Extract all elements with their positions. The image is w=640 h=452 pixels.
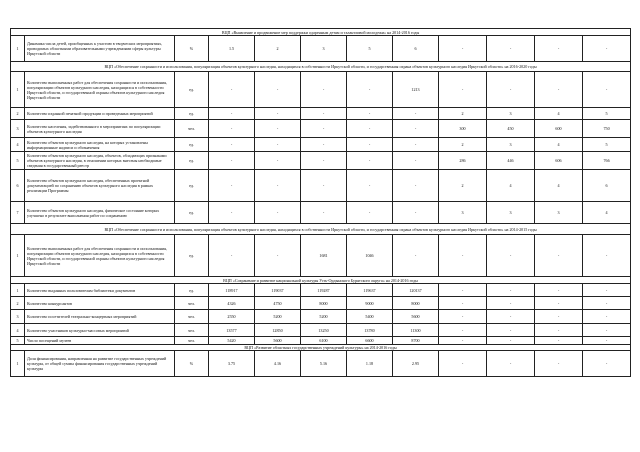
value-cell: 3 <box>487 108 535 120</box>
value-cell: - <box>301 202 347 224</box>
value-cell: 1681 <box>301 235 347 277</box>
value-cell: - <box>347 152 393 170</box>
value-cell: - <box>209 72 255 108</box>
indicator-name: Количество конкурсантов <box>25 297 175 310</box>
unit-cell: ед. <box>175 235 209 277</box>
value-cell: - <box>487 235 535 277</box>
value-cell: 606 <box>535 152 583 170</box>
value-cell: 8700 <box>393 337 439 345</box>
value-cell: - <box>209 108 255 120</box>
value-cell: 1.5 <box>209 36 255 62</box>
value-cell: 600 <box>535 120 583 138</box>
value-cell: - <box>439 324 487 337</box>
table-row <box>11 351 631 377</box>
unit-cell: ед. <box>175 152 209 170</box>
value-cell: 11300 <box>393 324 439 337</box>
unit-cell: ед. <box>175 72 209 108</box>
section-title: ВЦП «Выявление и продвижение мер поддержки одаренным детям и талантливой молодежи» на 2014-2016 годы <box>11 29 631 36</box>
value-cell: 5200 <box>255 310 301 324</box>
section-title: ВЦП «Обеспечение сохранности и использования, популяризация объектов культурного наследия, находящихся в собственности Иркутской области, и государственная охрана объектов культурного наследия Иркутской области» на 2014-2015 годы <box>11 224 631 235</box>
row-number: 1 <box>11 235 25 277</box>
value-cell: - <box>301 138 347 152</box>
value-cell: - <box>487 310 535 324</box>
value-cell: - <box>439 36 487 62</box>
value-cell: - <box>439 284 487 297</box>
value-cell: - <box>487 72 535 108</box>
value-cell: - <box>583 337 631 345</box>
row-number: 4 <box>11 324 25 337</box>
row-number: 5 <box>11 152 25 170</box>
value-cell: 5600 <box>393 310 439 324</box>
value-cell: - <box>439 235 487 277</box>
row-number: 1 <box>11 351 25 377</box>
indicators-table <box>10 28 631 377</box>
value-cell: - <box>583 284 631 297</box>
value-cell: 12850 <box>255 324 301 337</box>
value-cell: - <box>301 152 347 170</box>
value-cell: - <box>347 138 393 152</box>
value-cell: - <box>209 170 255 202</box>
value-cell: 750 <box>583 120 631 138</box>
table-row <box>11 310 631 324</box>
value-cell: 2.95 <box>393 351 439 377</box>
row-number: 3 <box>11 120 25 138</box>
value-cell: 120137 <box>393 284 439 297</box>
value-cell: - <box>535 310 583 324</box>
value-cell: - <box>439 72 487 108</box>
section-title: ВЦП «Сохранение и развитие национальной культуры Усть-Ордынского Бурятского округа» на 2014-2016 годы <box>11 277 631 284</box>
unit-cell: ед. <box>175 138 209 152</box>
indicator-name: Количество посетителей театрально-концертных мероприятий <box>25 310 175 324</box>
value-cell: - <box>393 202 439 224</box>
value-cell: - <box>347 202 393 224</box>
indicator-name: Количество участников культурно-массовых мероприятий <box>25 324 175 337</box>
row-number: 5 <box>11 337 25 345</box>
row-number: 3 <box>11 310 25 324</box>
value-cell: 300 <box>439 120 487 138</box>
value-cell: 119287 <box>301 284 347 297</box>
value-cell: - <box>301 120 347 138</box>
value-cell: - <box>255 152 301 170</box>
value-cell: - <box>301 72 347 108</box>
value-cell: 4.16 <box>255 351 301 377</box>
indicator-name: Количество выданных пользователям библиотеки документов <box>25 284 175 297</box>
value-cell: - <box>487 351 535 377</box>
value-cell: 2550 <box>209 310 255 324</box>
value-cell: 9000 <box>347 297 393 310</box>
value-cell: - <box>255 235 301 277</box>
table-row <box>11 284 631 297</box>
row-number: 1 <box>11 72 25 108</box>
value-cell: 450 <box>487 120 535 138</box>
value-cell: - <box>393 170 439 202</box>
value-cell: - <box>583 36 631 62</box>
table-row <box>11 138 631 152</box>
table-row <box>11 235 631 277</box>
value-cell: - <box>209 152 255 170</box>
value-cell: 3 <box>439 202 487 224</box>
value-cell: 8000 <box>301 297 347 310</box>
value-cell: - <box>439 310 487 324</box>
table-row <box>11 324 631 337</box>
value-cell: 4 <box>583 202 631 224</box>
value-cell: - <box>393 235 439 277</box>
value-cell: - <box>583 310 631 324</box>
indicator-name: Количество изданной печатной продукции и проведенных мероприятий <box>25 108 175 120</box>
unit-cell: ед. <box>175 284 209 297</box>
value-cell: - <box>209 138 255 152</box>
value-cell: - <box>439 351 487 377</box>
value-cell: 5 <box>583 108 631 120</box>
value-cell: - <box>393 138 439 152</box>
indicator-name: Количество объектов культурного наследия, на которых установлены информационные надписи и обозначения <box>25 138 175 152</box>
value-cell: 3 <box>487 202 535 224</box>
value-cell: 4 <box>535 108 583 120</box>
value-cell: 766 <box>583 152 631 170</box>
value-cell: 2 <box>439 108 487 120</box>
indicators-table-page <box>10 28 630 377</box>
value-cell: 119637 <box>347 284 393 297</box>
value-cell: - <box>535 324 583 337</box>
value-cell: - <box>255 120 301 138</box>
table-row <box>11 337 631 345</box>
value-cell: - <box>535 351 583 377</box>
value-cell: - <box>393 120 439 138</box>
value-cell: 5 <box>347 36 393 62</box>
unit-cell: чел. <box>175 324 209 337</box>
value-cell: 5420 <box>209 337 255 345</box>
value-cell: 2 <box>439 170 487 202</box>
value-cell: 118917 <box>209 284 255 297</box>
value-cell: - <box>209 202 255 224</box>
value-cell: - <box>535 284 583 297</box>
row-number: 2 <box>11 297 25 310</box>
table-row <box>11 108 631 120</box>
value-cell: 13780 <box>347 324 393 337</box>
value-cell: - <box>347 108 393 120</box>
value-cell: - <box>487 297 535 310</box>
row-number: 1 <box>11 36 25 62</box>
value-cell: 1213 <box>393 72 439 108</box>
value-cell: - <box>583 72 631 108</box>
table-row <box>11 120 631 138</box>
value-cell: 4 <box>535 170 583 202</box>
value-cell: 3 <box>301 36 347 62</box>
value-cell: - <box>255 170 301 202</box>
value-cell: - <box>583 235 631 277</box>
value-cell: 6 <box>393 36 439 62</box>
table-row <box>11 36 631 62</box>
value-cell: - <box>393 152 439 170</box>
value-cell: 2 <box>439 138 487 152</box>
indicator-name: Количество населения, задействованного в мероприятиях по популяризации объектов культурного наследия <box>25 120 175 138</box>
value-cell: - <box>255 108 301 120</box>
indicator-name: Количество выполненных работ для обеспечения сохранности и использования, популяризации объектов культурного наследия, находящихся в собственности Иркутской области, и государственной охраны объектов культурного наследия Иркутской области <box>25 235 175 277</box>
value-cell: - <box>347 120 393 138</box>
value-cell: 6600 <box>347 337 393 345</box>
value-cell: 2 <box>255 36 301 62</box>
value-cell: - <box>535 297 583 310</box>
value-cell: - <box>535 72 583 108</box>
unit-cell: чел. <box>175 120 209 138</box>
indicator-name: Динамика числа детей, приобщенных к участию в творческих мероприятиях, проводимых областными образовательными учреждениями сферы культуры Иркутской области <box>25 36 175 62</box>
indicator-name: Доля финансирования, направленная на развитие государственных учреждений культуры, от общей суммы финансирования государственных учреждений культуры <box>25 351 175 377</box>
unit-cell: чел. <box>175 297 209 310</box>
unit-cell: ед. <box>175 108 209 120</box>
row-number: 2 <box>11 108 25 120</box>
section-title: ВЦП «Обеспечение сохранности и использования, популяризация объектов культурного наследия, находящихся в собственности Иркутской области, и государственная охрана объектов культурного наследия Иркутской области» на 2016-2020 годы <box>11 62 631 72</box>
table-row <box>11 152 631 170</box>
value-cell: 6100 <box>301 337 347 345</box>
unit-cell: % <box>175 36 209 62</box>
table-row <box>11 72 631 108</box>
indicator-name: Количество объектов культурного наследия, обеспеченных проектной документацией по сохранению объектов культурного наследия в рамках реализации Программы <box>25 170 175 202</box>
value-cell: 5 <box>583 138 631 152</box>
value-cell: 4750 <box>255 297 301 310</box>
value-cell: - <box>255 202 301 224</box>
unit-cell: чел. <box>175 310 209 324</box>
value-cell: - <box>255 72 301 108</box>
value-cell: - <box>535 36 583 62</box>
value-cell: - <box>487 284 535 297</box>
indicator-name: Количество объектов культурного наследия, объектов, обладающих признаками объектов культурного наследия, в отношении которых внесены необходимые сведения в государственный реестр <box>25 152 175 170</box>
value-cell: 119037 <box>255 284 301 297</box>
value-cell: - <box>439 337 487 345</box>
value-cell: 3 <box>535 202 583 224</box>
value-cell: 446 <box>487 152 535 170</box>
value-cell: 5200 <box>301 310 347 324</box>
value-cell: 6 <box>583 170 631 202</box>
value-cell: - <box>209 120 255 138</box>
value-cell: 13577 <box>209 324 255 337</box>
value-cell: 1046 <box>347 235 393 277</box>
value-cell: - <box>393 108 439 120</box>
value-cell: - <box>535 337 583 345</box>
section-title: ВЦП «Развитие областных государственных учреждений культуры» на 2014-2016 годы <box>11 345 631 351</box>
value-cell: - <box>535 235 583 277</box>
row-number: 7 <box>11 202 25 224</box>
value-cell: - <box>487 36 535 62</box>
unit-cell: % <box>175 351 209 377</box>
value-cell: 3 <box>487 138 535 152</box>
table-row <box>11 297 631 310</box>
indicator-name: Число посещений музеев <box>25 337 175 345</box>
value-cell: 4 <box>487 170 535 202</box>
table-row <box>11 170 631 202</box>
value-cell: 286 <box>439 152 487 170</box>
value-cell: 5400 <box>347 310 393 324</box>
unit-cell: ед. <box>175 202 209 224</box>
value-cell: - <box>583 351 631 377</box>
value-cell: - <box>347 72 393 108</box>
value-cell: 4 <box>535 138 583 152</box>
value-cell: 8000 <box>393 297 439 310</box>
table-row <box>11 202 631 224</box>
value-cell: - <box>255 138 301 152</box>
row-number: 1 <box>11 284 25 297</box>
unit-cell: ед. <box>175 170 209 202</box>
value-cell: - <box>487 337 535 345</box>
value-cell: 5600 <box>255 337 301 345</box>
value-cell: - <box>301 170 347 202</box>
value-cell: - <box>487 324 535 337</box>
indicator-name: Количество объектов культурного наследия, физическое состояние которых улучшено в результате выполнения работ по сохранению <box>25 202 175 224</box>
value-cell: - <box>347 170 393 202</box>
row-number: 6 <box>11 170 25 202</box>
table-body <box>11 29 631 377</box>
value-cell: - <box>209 235 255 277</box>
value-cell: - <box>439 297 487 310</box>
value-cell: 4326 <box>209 297 255 310</box>
value-cell: - <box>583 324 631 337</box>
value-cell: 1.18 <box>347 351 393 377</box>
value-cell: - <box>583 297 631 310</box>
value-cell: 3.75 <box>209 351 255 377</box>
value-cell: 5.16 <box>301 351 347 377</box>
value-cell: 13250 <box>301 324 347 337</box>
indicator-name: Количество выполненных работ для обеспечения сохранности и использования, популяризации объектов культурного наследия, находящихся в собственности Иркутской области, и государственной охраны объектов культурного наследия Иркутской области <box>25 72 175 108</box>
row-number: 4 <box>11 138 25 152</box>
unit-cell: чел. <box>175 337 209 345</box>
value-cell: - <box>301 108 347 120</box>
